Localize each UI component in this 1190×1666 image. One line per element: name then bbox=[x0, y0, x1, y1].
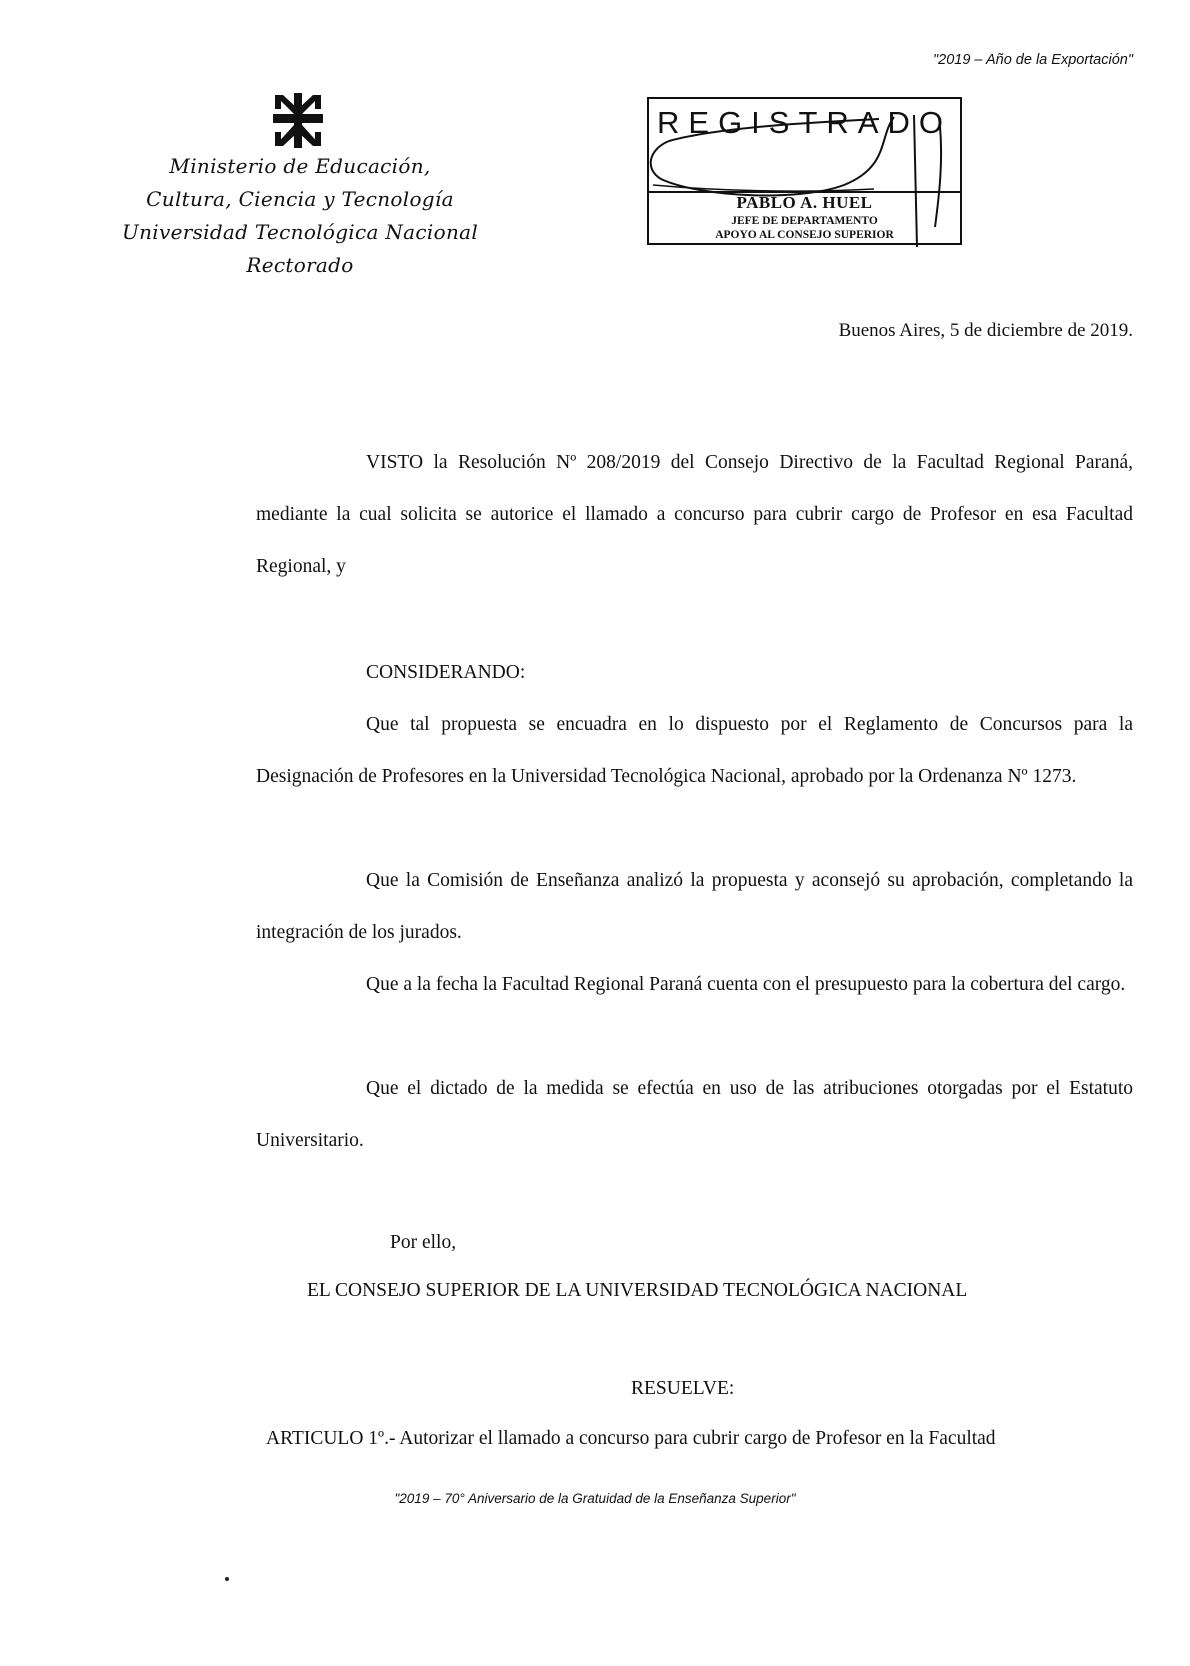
stamp-role-line-1: JEFE DE DEPARTAMENTO bbox=[731, 215, 878, 227]
resuelve-heading: RESUELVE: bbox=[631, 1378, 735, 1399]
considerando-paragraph-2: Que la Comisión de Enseñanza analizó la propuesta y aconsejó su aprobación, completando la integración de los jurados. bbox=[256, 870, 1133, 943]
registrado-stamp bbox=[647, 97, 962, 245]
considerando-paragraph-3: Que a la fecha la Facultad Regional Paraná cuenta con el presupuesto para la cobertura del cargo. bbox=[366, 974, 1126, 995]
por-ello: Por ello, bbox=[390, 1232, 457, 1253]
utn-logo-icon bbox=[273, 93, 323, 148]
council-heading: EL CONSEJO SUPERIOR DE LA UNIVERSIDAD TECNOLÓGICA NACIONAL bbox=[307, 1280, 968, 1301]
stamp-title: REGISTRADO bbox=[657, 105, 952, 140]
ministry-line-3: Universidad Tecnológica Nacional bbox=[121, 220, 479, 244]
articulo-1: ARTICULO 1º.- Autorizar el llamado a concurso para cubrir cargo de Profesor en la Facultad bbox=[266, 1428, 996, 1449]
place-date: Buenos Aires, 5 de diciembre de 2019. bbox=[838, 320, 1133, 341]
ministry-letterhead bbox=[120, 150, 480, 282]
year-motto: "2019 – Año de la Exportación" bbox=[932, 52, 1133, 68]
considerando-paragraph-4: Que el dictado de la medida se efectúa en uso de las atribuciones otorgadas por el Estatuto Universitario. bbox=[256, 1078, 1133, 1151]
stamp-role-line-2: APOYO AL CONSEJO SUPERIOR bbox=[715, 229, 894, 241]
ministry-line-4: Rectorado bbox=[246, 253, 354, 277]
considerando-paragraph-1: Que tal propuesta se encuadra en lo dispuesto por el Reglamento de Concursos para la Designación de Profesores en la Universidad Tecnológica Nacional, aprobado por la Ordenanza Nº 1273. bbox=[256, 714, 1133, 787]
scan-speck bbox=[225, 1577, 229, 1581]
footer-motto: "2019 – 70° Aniversario de la Gratuidad de la Enseñanza Superior" bbox=[394, 1491, 796, 1506]
visto-paragraph: VISTO la Resolución Nº 208/2019 del Consejo Directivo de la Facultad Regional Paraná, mediante la cual solicita se autorice el llamado a concurso para cubrir cargo de Profesor en esa Facultad Regional, y bbox=[256, 452, 1133, 577]
signature-scribble-icon bbox=[639, 97, 969, 247]
stamp-name: PABLO A. HUEL bbox=[736, 193, 873, 212]
ministry-line-1: Ministerio de Educación, bbox=[169, 154, 431, 178]
considerando-heading: CONSIDERANDO: bbox=[366, 662, 526, 683]
ministry-line-2: Cultura, Ciencia y Tecnología bbox=[146, 187, 454, 211]
